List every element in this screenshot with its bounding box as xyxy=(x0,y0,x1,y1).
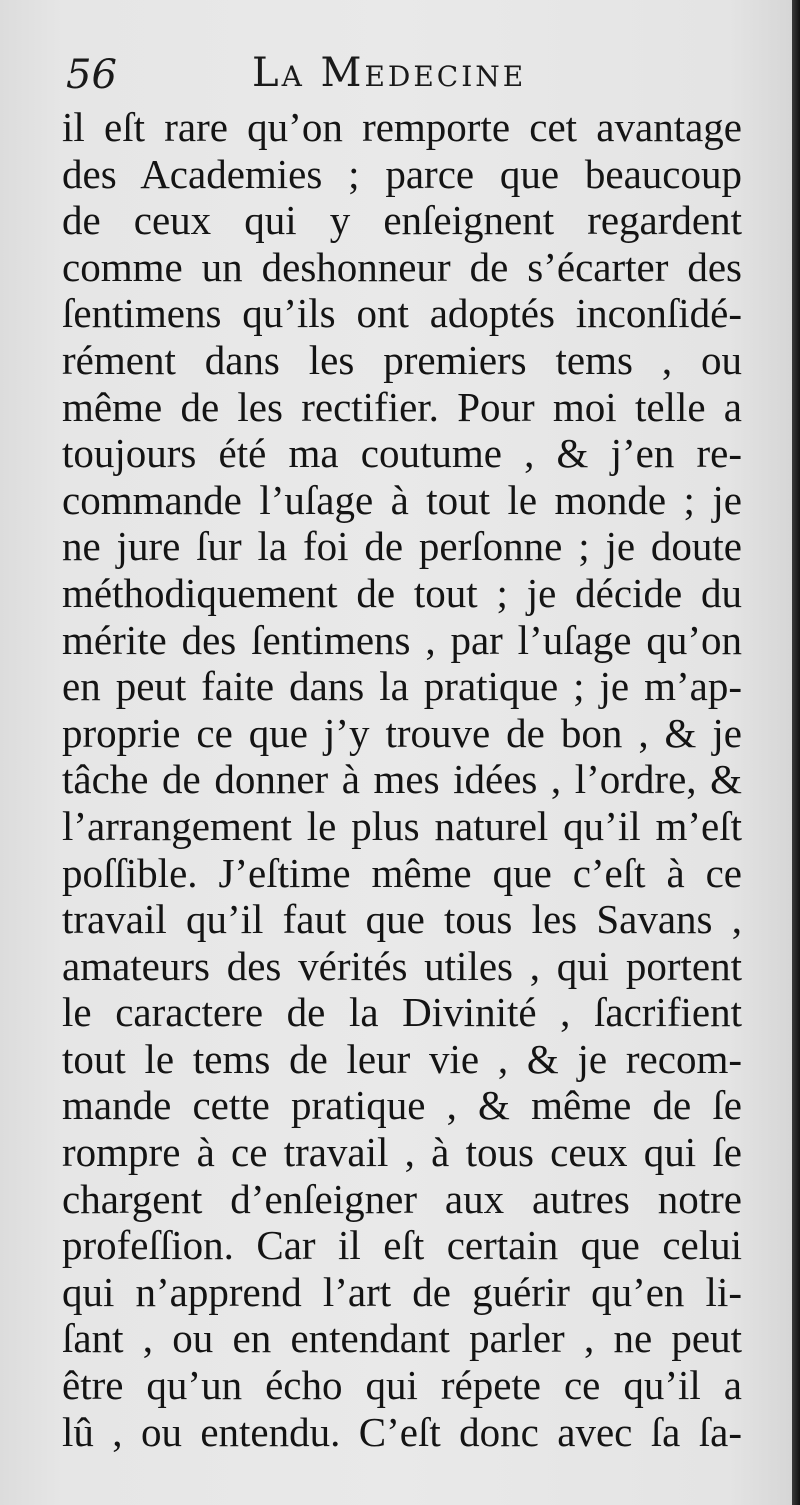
text-line: mande cette pratique , & même de ſe xyxy=(62,1082,742,1129)
text-line: en peut faite dans la pratique ; je m’ap- xyxy=(62,663,742,710)
text-line: ſentimens qu’ils ont adoptés inconſidé- xyxy=(62,290,742,337)
page-header xyxy=(62,50,742,106)
text-line: qui n’apprend l’art de guérir qu’en li- xyxy=(62,1268,742,1315)
text-line: mérite des ſentimens , par l’uſage qu’on xyxy=(62,616,742,663)
text-line: comme un deshonneur de s’écarter des xyxy=(62,243,742,290)
text-line: profeſſion. Car il eſt certain que celui xyxy=(62,1222,742,1269)
text-line: lû , ou entendu. C’eſt donc avec ſa ſa- xyxy=(62,1408,742,1455)
text-line: tout le tems de leur vie , & je recom- xyxy=(62,1035,742,1082)
text-line: il eſt rare qu’on remporte cet avantage xyxy=(62,104,742,150)
text-line: toujours été ma coutume , & j’en re- xyxy=(62,430,742,477)
running-title: La Medecine xyxy=(252,50,527,96)
text-line: commande l’uſage à tout le monde ; je xyxy=(62,476,742,523)
text-line: de ceux qui y enſeignent regardent xyxy=(62,197,742,244)
text-line: être qu’un écho qui répete ce qu’il a xyxy=(62,1362,742,1409)
text-line: ne jure ſur la foi de perſonne ; je doute xyxy=(62,523,742,570)
text-line: des Academies ; parce que beaucoup xyxy=(62,150,742,197)
body-text xyxy=(62,104,742,1455)
text-line: amateurs des vérités utiles , qui portent xyxy=(62,942,742,989)
text-line: rompre à ce travail , à tous ceux qui ſe xyxy=(62,1129,742,1176)
text-line: le caractere de la Divinité , ſacrifient xyxy=(62,989,742,1036)
text-line: travail qu’il faut que tous les Savans , xyxy=(62,896,742,943)
text-line: rément dans les premiers tems , ou xyxy=(62,336,742,383)
text-line: proprie ce que j’y trouve de bon , & je xyxy=(62,709,742,756)
text-line: même de les rectifier. Pour moi telle a xyxy=(62,383,742,430)
text-line: ſant , ou en entendant parler , ne peut xyxy=(62,1315,742,1362)
page-edge-shadow xyxy=(792,0,800,1505)
page-number: 56 xyxy=(66,52,117,98)
text-line: tâche de donner à mes idées , l’ordre, & xyxy=(62,756,742,803)
text-line: poſſible. J’eſtime même que c’eſt à ce xyxy=(62,849,742,896)
text-line: méthodiquement de tout ; je décide du xyxy=(62,569,742,616)
text-line: chargent d’enſeigner aux autres notre xyxy=(62,1175,742,1222)
text-line: l’arrangement le plus naturel qu’il m’eſt xyxy=(62,802,742,849)
